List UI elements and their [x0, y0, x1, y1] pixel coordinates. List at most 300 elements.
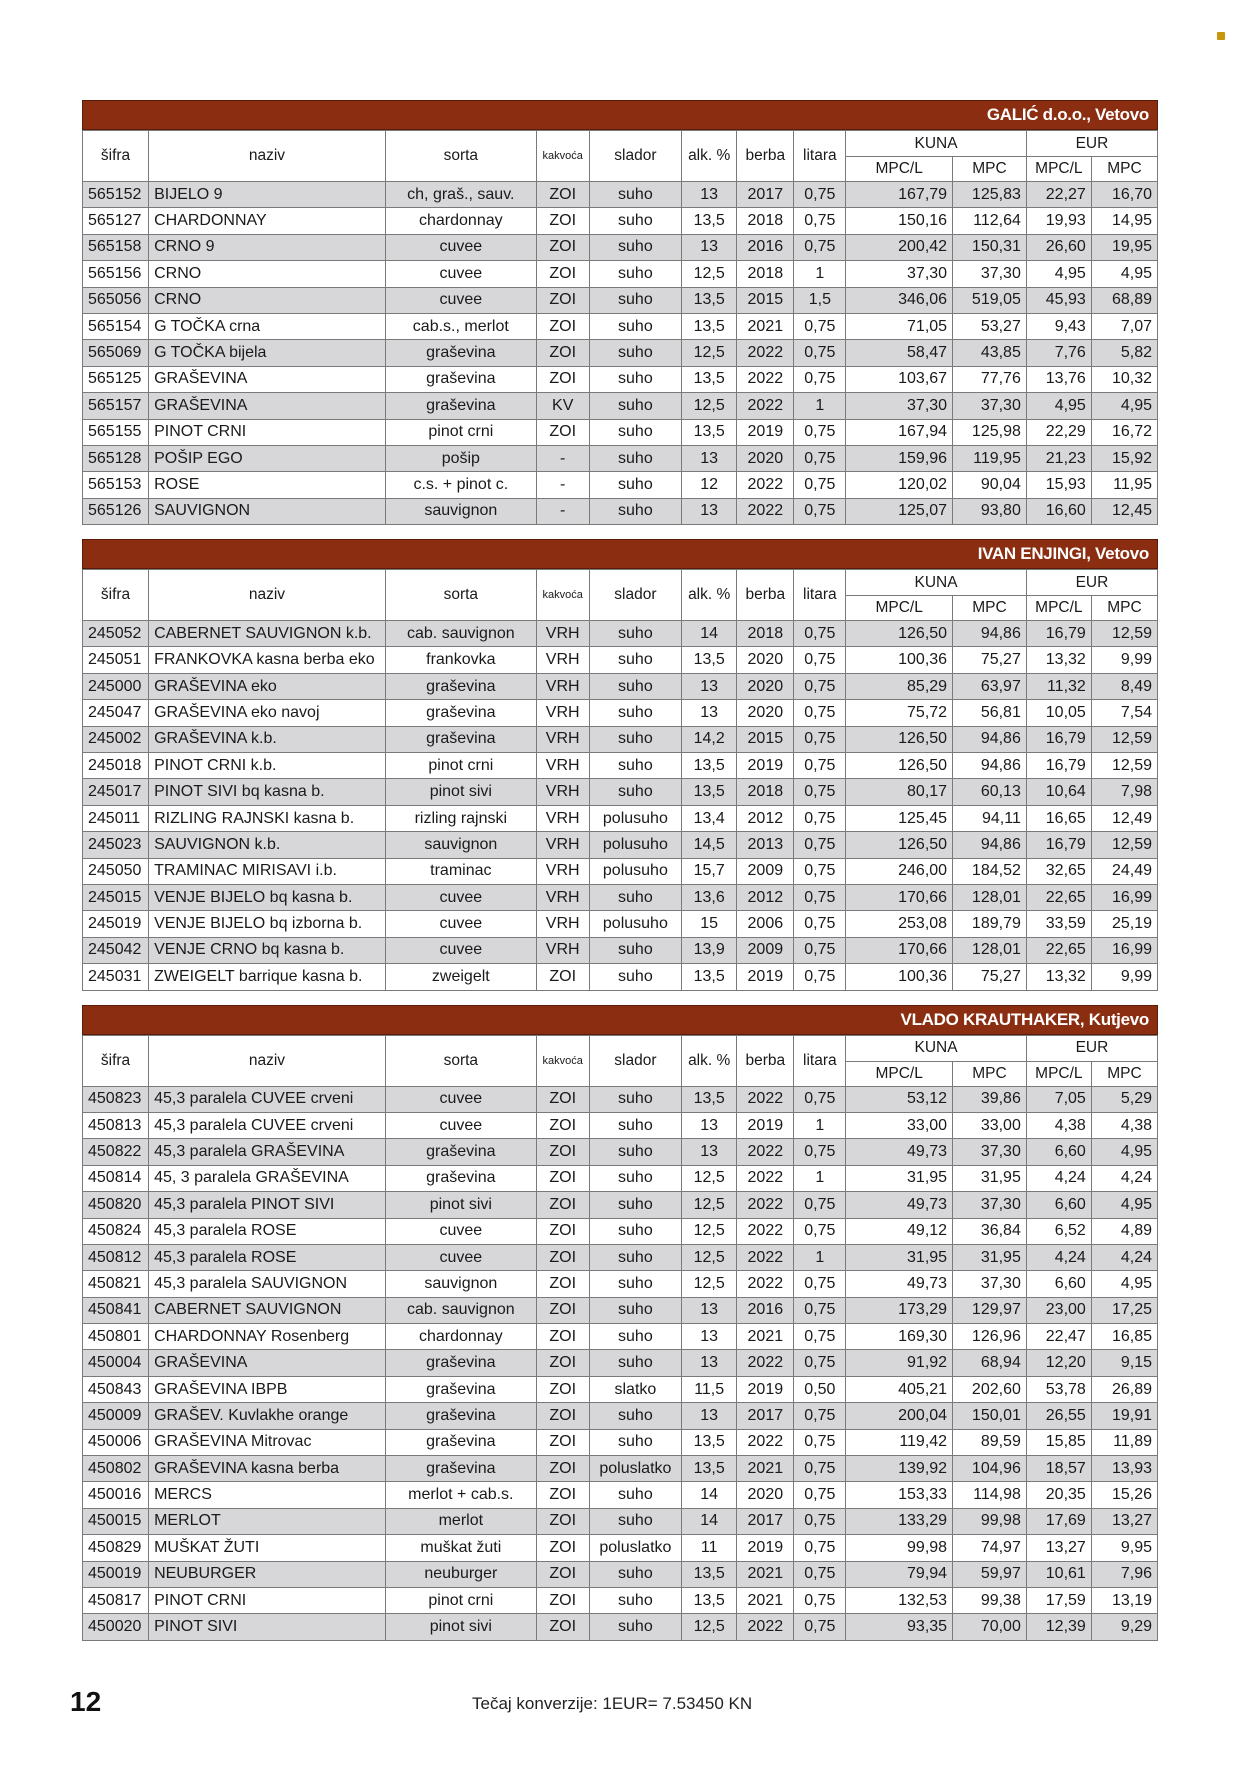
table-cell: 10,64	[1026, 779, 1091, 805]
column-header-sorta: sorta	[385, 131, 536, 182]
table-cell: graševina	[385, 673, 536, 699]
table-cell: 2022	[737, 498, 794, 524]
table-cell: 2017	[737, 1403, 794, 1429]
table-cell: 49,73	[846, 1192, 953, 1218]
table-cell: frankovka	[385, 647, 536, 673]
column-header-naziv: naziv	[149, 1035, 386, 1086]
table-cell: 12,45	[1091, 498, 1157, 524]
table-cell: ZOI	[536, 1086, 589, 1112]
table-row	[83, 182, 1158, 208]
table-cell: 245015	[83, 884, 149, 910]
table-cell: 565127	[83, 208, 149, 234]
table-cell: 2022	[737, 1350, 794, 1376]
table-cell: 104,96	[953, 1456, 1027, 1482]
table-row	[83, 208, 1158, 234]
table-cell: 15,7	[682, 858, 737, 884]
table-cell: neuburger	[385, 1561, 536, 1587]
table-cell: cuvee	[385, 1086, 536, 1112]
table-cell: ZOI	[536, 1508, 589, 1534]
table-cell: 2018	[737, 261, 794, 287]
table-cell: 450019	[83, 1561, 149, 1587]
table-cell: 13,5	[682, 366, 737, 392]
column-header-berba: berba	[737, 131, 794, 182]
table-cell: 13,93	[1091, 1456, 1157, 1482]
table-cell: 450841	[83, 1297, 149, 1323]
table-cell: 450829	[83, 1535, 149, 1561]
table-cell: 2019	[737, 419, 794, 445]
table-cell: 15,92	[1091, 445, 1157, 471]
table-cell: ZOI	[536, 1165, 589, 1191]
table-cell: graševina	[385, 1139, 536, 1165]
table-cell: 132,53	[846, 1587, 953, 1613]
table-cell: 94,11	[953, 805, 1027, 831]
table-cell: 13,32	[1026, 964, 1091, 990]
column-header-mpcl: MPC/L	[1026, 157, 1091, 182]
table-cell: 68,89	[1091, 287, 1157, 313]
table-cell: 0,75	[794, 1429, 846, 1455]
table-cell: ZOI	[536, 1350, 589, 1376]
table-cell: 11,89	[1091, 1429, 1157, 1455]
table-cell: 0,75	[794, 1508, 846, 1534]
table-cell: 12,5	[682, 340, 737, 366]
table-cell: 450822	[83, 1139, 149, 1165]
table-cell: 74,97	[953, 1535, 1027, 1561]
table-cell: 75,27	[953, 964, 1027, 990]
table-cell: suho	[589, 1244, 682, 1270]
table-cell: VRH	[536, 937, 589, 963]
table-cell: 0,75	[794, 858, 846, 884]
table-cell: 2021	[737, 1324, 794, 1350]
table-cell: graševina	[385, 340, 536, 366]
table-cell: 59,97	[953, 1561, 1027, 1587]
table-cell: poluslatko	[589, 1535, 682, 1561]
table-cell: suho	[589, 340, 682, 366]
table-cell: 2018	[737, 621, 794, 647]
table-cell: 22,65	[1026, 937, 1091, 963]
table-cell: 0,75	[794, 472, 846, 498]
table-cell: 14	[682, 1482, 737, 1508]
table-cell: 565155	[83, 419, 149, 445]
table-cell: ZOI	[536, 1429, 589, 1455]
wine-table	[82, 569, 1158, 990]
table-cell: 16,79	[1026, 726, 1091, 752]
table-cell: VRH	[536, 911, 589, 937]
table-cell: ZOI	[536, 1482, 589, 1508]
table-cell: 200,04	[846, 1403, 953, 1429]
table-cell: -	[536, 445, 589, 471]
table-cell: 0,75	[794, 1482, 846, 1508]
table-cell: 16,70	[1091, 182, 1157, 208]
table-cell: graševina	[385, 366, 536, 392]
column-header-mpcl: MPC/L	[846, 1061, 953, 1086]
table-cell: -	[536, 498, 589, 524]
table-cell: 14	[682, 621, 737, 647]
table-cell: 0,75	[794, 1350, 846, 1376]
table-cell: 167,94	[846, 419, 953, 445]
table-cell: 2020	[737, 445, 794, 471]
table-cell: 37,30	[953, 261, 1027, 287]
table-row	[83, 472, 1158, 498]
table-row	[83, 1429, 1158, 1455]
table-cell: cuvee	[385, 234, 536, 260]
table-cell: 13,5	[682, 1587, 737, 1613]
table-cell: 519,05	[953, 287, 1027, 313]
table-cell: suho	[589, 1192, 682, 1218]
table-cell: cuvee	[385, 261, 536, 287]
table-cell: 245050	[83, 858, 149, 884]
table-cell: PINOT CRNI k.b.	[149, 753, 386, 779]
column-header-naziv: naziv	[149, 570, 386, 621]
table-cell: 150,01	[953, 1403, 1027, 1429]
table-cell: MERCS	[149, 1482, 386, 1508]
table-cell: 6,60	[1026, 1192, 1091, 1218]
table-cell: 77,76	[953, 366, 1027, 392]
column-header-slador: slador	[589, 131, 682, 182]
table-cell: 153,33	[846, 1482, 953, 1508]
table-row	[83, 1139, 1158, 1165]
table-cell: 33,00	[953, 1112, 1027, 1138]
table-cell: 16,65	[1026, 805, 1091, 831]
table-row	[83, 1456, 1158, 1482]
table-cell: 0,75	[794, 753, 846, 779]
table-cell: rizling rajnski	[385, 805, 536, 831]
table-cell: 5,29	[1091, 1086, 1157, 1112]
table-cell: 565128	[83, 445, 149, 471]
table-cell: 14	[682, 1508, 737, 1534]
table-cell: 4,24	[1091, 1165, 1157, 1191]
table-cell: PINOT CRNI	[149, 1587, 386, 1613]
table-row	[83, 1376, 1158, 1402]
table-cell: suho	[589, 234, 682, 260]
table-row	[83, 1297, 1158, 1323]
table-cell: 4,95	[1091, 1271, 1157, 1297]
table-cell: ZOI	[536, 1244, 589, 1270]
table-cell: graševina	[385, 700, 536, 726]
table-cell: sauvignon	[385, 1271, 536, 1297]
table-cell: graševina	[385, 1350, 536, 1376]
table-cell: ZOI	[536, 964, 589, 990]
table-cell: ZWEIGELT barrique kasna b.	[149, 964, 386, 990]
table-row	[83, 313, 1158, 339]
table-cell: 31,95	[953, 1244, 1027, 1270]
table-cell: 170,66	[846, 884, 953, 910]
table-cell: 70,00	[953, 1614, 1027, 1640]
table-cell: 2022	[737, 1271, 794, 1297]
table-cell: cuvee	[385, 911, 536, 937]
table-cell: 2021	[737, 1587, 794, 1613]
table-cell: GRAŠEVINA eko	[149, 673, 386, 699]
table-cell: G TOČKA bijela	[149, 340, 386, 366]
table-cell: ROSE	[149, 472, 386, 498]
table-row	[83, 673, 1158, 699]
table-cell: 16,85	[1091, 1324, 1157, 1350]
table-cell: 13,4	[682, 805, 737, 831]
column-header-sorta: sorta	[385, 570, 536, 621]
table-cell: 11	[682, 1535, 737, 1561]
table-cell: VRH	[536, 700, 589, 726]
table-cell: suho	[589, 647, 682, 673]
table-cell: graševina	[385, 1376, 536, 1402]
table-cell: 60,13	[953, 779, 1027, 805]
table-cell: ZOI	[536, 234, 589, 260]
table-cell: 450020	[83, 1614, 149, 1640]
table-cell: 13,5	[682, 313, 737, 339]
table-cell: ch, graš., sauv.	[385, 182, 536, 208]
table-cell: ZOI	[536, 287, 589, 313]
table-cell: 15,93	[1026, 472, 1091, 498]
table-cell: GRAŠEVINA Mitrovac	[149, 1429, 386, 1455]
table-cell: ZOI	[536, 208, 589, 234]
table-row	[83, 1587, 1158, 1613]
table-cell: suho	[589, 498, 682, 524]
table-cell: VRH	[536, 621, 589, 647]
table-cell: suho	[589, 472, 682, 498]
table-cell: 0,75	[794, 1271, 846, 1297]
table-cell: 245031	[83, 964, 149, 990]
table-cell: 13	[682, 234, 737, 260]
table-cell: 0,75	[794, 832, 846, 858]
table-cell: 68,94	[953, 1350, 1027, 1376]
table-cell: 0,75	[794, 1192, 846, 1218]
table-cell: 7,05	[1026, 1086, 1091, 1112]
table-cell: 31,95	[846, 1165, 953, 1191]
table-cell: 0,75	[794, 1561, 846, 1587]
table-cell: 12	[682, 472, 737, 498]
table-cell: 11,5	[682, 1376, 737, 1402]
table-cell: 13,9	[682, 937, 737, 963]
table-cell: ZOI	[536, 1192, 589, 1218]
table-cell: 100,36	[846, 647, 953, 673]
table-cell: 16,79	[1026, 753, 1091, 779]
table-cell: 4,95	[1091, 1192, 1157, 1218]
table-cell: 94,86	[953, 726, 1027, 752]
table-cell: 245023	[83, 832, 149, 858]
table-cell: 18,57	[1026, 1456, 1091, 1482]
table-cell: graševina	[385, 1165, 536, 1191]
table-cell: suho	[589, 884, 682, 910]
table-cell: FRANKOVKA kasna berba eko	[149, 647, 386, 673]
table-cell: 94,86	[953, 621, 1027, 647]
table-cell: 13,5	[682, 1561, 737, 1587]
table-row	[83, 419, 1158, 445]
table-cell: 0,75	[794, 1456, 846, 1482]
table-cell: 2018	[737, 779, 794, 805]
table-cell: 85,29	[846, 673, 953, 699]
table-cell: 31,95	[846, 1244, 953, 1270]
table-cell: 99,38	[953, 1587, 1027, 1613]
table-cell: 2009	[737, 937, 794, 963]
column-header-sifra: šifra	[83, 1035, 149, 1086]
table-cell: 17,69	[1026, 1508, 1091, 1534]
table-cell: 245000	[83, 673, 149, 699]
table-cell: 4,95	[1026, 393, 1091, 419]
table-cell: 126,50	[846, 726, 953, 752]
page-number: 12	[70, 1686, 102, 1717]
table-cell: cuvee	[385, 884, 536, 910]
table-cell: 2021	[737, 313, 794, 339]
table-cell: 565157	[83, 393, 149, 419]
table-row	[83, 1508, 1158, 1534]
table-cell: 22,65	[1026, 884, 1091, 910]
table-cell: 450814	[83, 1165, 149, 1191]
table-cell: 202,60	[953, 1376, 1027, 1402]
table-cell: 450812	[83, 1244, 149, 1270]
column-header-sifra: šifra	[83, 570, 149, 621]
table-row	[83, 340, 1158, 366]
table-cell: 5,82	[1091, 340, 1157, 366]
table-cell: 450817	[83, 1587, 149, 1613]
table-cell: VENJE BIJELO bq izborna b.	[149, 911, 386, 937]
table-cell: 45,3 paralela SAUVIGNON	[149, 1271, 386, 1297]
table-cell: 16,99	[1091, 937, 1157, 963]
table-cell: 2021	[737, 1456, 794, 1482]
table-cell: 150,31	[953, 234, 1027, 260]
table-cell: MERLOT	[149, 1508, 386, 1534]
table-cell: suho	[589, 1350, 682, 1376]
table-cell: 12,59	[1091, 753, 1157, 779]
table-cell: 79,94	[846, 1561, 953, 1587]
table-cell: 13	[682, 445, 737, 471]
table-cell: 0,75	[794, 647, 846, 673]
table-cell: 2022	[737, 1429, 794, 1455]
table-cell: 94,86	[953, 832, 1027, 858]
table-row	[83, 964, 1158, 990]
table-cell: pinot sivi	[385, 1192, 536, 1218]
table-cell: cuvee	[385, 937, 536, 963]
table-cell: suho	[589, 1297, 682, 1323]
table-cell: 2022	[737, 366, 794, 392]
table-cell: pinot crni	[385, 753, 536, 779]
table-row	[83, 937, 1158, 963]
table-cell: 245002	[83, 726, 149, 752]
column-header-eur: EUR	[1026, 1035, 1157, 1061]
table-cell: 119,42	[846, 1429, 953, 1455]
table-cell: 37,30	[953, 1139, 1027, 1165]
column-header-mpc: MPC	[953, 596, 1027, 621]
table-cell: 45,3 paralela GRAŠEVINA	[149, 1139, 386, 1165]
table-cell: 1	[794, 1244, 846, 1270]
table-cell: 93,35	[846, 1614, 953, 1640]
table-cell: 0,75	[794, 1297, 846, 1323]
table-cell: sauvignon	[385, 832, 536, 858]
table-cell: 1	[794, 1165, 846, 1191]
table-cell: ZOI	[536, 1614, 589, 1640]
table-cell: 12,49	[1091, 805, 1157, 831]
table-cell: 2022	[737, 1192, 794, 1218]
column-header-naziv: naziv	[149, 131, 386, 182]
table-cell: 2013	[737, 832, 794, 858]
table-cell: 13	[682, 1297, 737, 1323]
table-cell: 450821	[83, 1271, 149, 1297]
table-cell: 450820	[83, 1192, 149, 1218]
table-cell: 6,60	[1026, 1271, 1091, 1297]
table-cell: 7,54	[1091, 700, 1157, 726]
table-row	[83, 366, 1158, 392]
table-cell: ZOI	[536, 1456, 589, 1482]
table-cell: graševina	[385, 1403, 536, 1429]
table-cell: 119,95	[953, 445, 1027, 471]
table-cell: 12,5	[682, 1192, 737, 1218]
table-cell: CRNO	[149, 287, 386, 313]
table-cell: pinot crni	[385, 419, 536, 445]
table-cell: suho	[589, 1324, 682, 1350]
table-cell: 20,35	[1026, 1482, 1091, 1508]
table-cell: 2022	[737, 1139, 794, 1165]
producer-section	[82, 1005, 1158, 1641]
table-cell: G TOČKA crna	[149, 313, 386, 339]
table-cell: VRH	[536, 753, 589, 779]
table-cell: 2022	[737, 340, 794, 366]
table-cell: suho	[589, 1165, 682, 1191]
table-cell: graševina	[385, 393, 536, 419]
table-cell: 245047	[83, 700, 149, 726]
table-cell: 450802	[83, 1456, 149, 1482]
table-cell: VENJE CRNO bq kasna b.	[149, 937, 386, 963]
table-cell: 450016	[83, 1482, 149, 1508]
table-cell: 126,96	[953, 1324, 1027, 1350]
table-cell: 26,55	[1026, 1403, 1091, 1429]
table-cell: 49,73	[846, 1271, 953, 1297]
table-cell: 0,75	[794, 911, 846, 937]
producer-section	[82, 539, 1158, 990]
table-cell: VRH	[536, 832, 589, 858]
table-cell: 565154	[83, 313, 149, 339]
table-cell: PINOT SIVI	[149, 1614, 386, 1640]
table-cell: 0,75	[794, 964, 846, 990]
table-cell: 99,98	[953, 1508, 1027, 1534]
table-cell: 346,06	[846, 287, 953, 313]
table-cell: 0,75	[794, 673, 846, 699]
column-header-slador: slador	[589, 570, 682, 621]
table-cell: 9,15	[1091, 1350, 1157, 1376]
column-header-litara: litara	[794, 131, 846, 182]
table-cell: 26,60	[1026, 234, 1091, 260]
column-header-eur: EUR	[1026, 570, 1157, 596]
table-cell: 0,50	[794, 1376, 846, 1402]
table-cell: 2018	[737, 208, 794, 234]
table-cell: 565156	[83, 261, 149, 287]
table-cell: 89,59	[953, 1429, 1027, 1455]
table-cell: 2022	[737, 1244, 794, 1270]
table-cell: 14,2	[682, 726, 737, 752]
table-cell: VRH	[536, 726, 589, 752]
table-cell: 32,65	[1026, 858, 1091, 884]
column-header-litara: litara	[794, 1035, 846, 1086]
table-cell: 0,75	[794, 1535, 846, 1561]
table-cell: suho	[589, 208, 682, 234]
table-cell: suho	[589, 673, 682, 699]
table-cell: TRAMINAC MIRISAVI i.b.	[149, 858, 386, 884]
table-cell: suho	[589, 1139, 682, 1165]
table-cell: VRH	[536, 647, 589, 673]
table-cell: 53,27	[953, 313, 1027, 339]
table-cell: 45,3 paralela CUVEE crveni	[149, 1112, 386, 1138]
table-cell: ZOI	[536, 1403, 589, 1429]
table-cell: 0,75	[794, 182, 846, 208]
table-cell: 245018	[83, 753, 149, 779]
table-cell: polusuho	[589, 832, 682, 858]
table-cell: 2019	[737, 964, 794, 990]
table-row	[83, 1350, 1158, 1376]
table-cell: cuvee	[385, 1218, 536, 1244]
table-cell: 2021	[737, 1561, 794, 1587]
table-cell: 9,99	[1091, 647, 1157, 673]
table-cell: 1,5	[794, 287, 846, 313]
table-cell: 1	[794, 261, 846, 287]
table-cell: suho	[589, 287, 682, 313]
table-row	[83, 1244, 1158, 1270]
table-cell: CHARDONNAY	[149, 208, 386, 234]
